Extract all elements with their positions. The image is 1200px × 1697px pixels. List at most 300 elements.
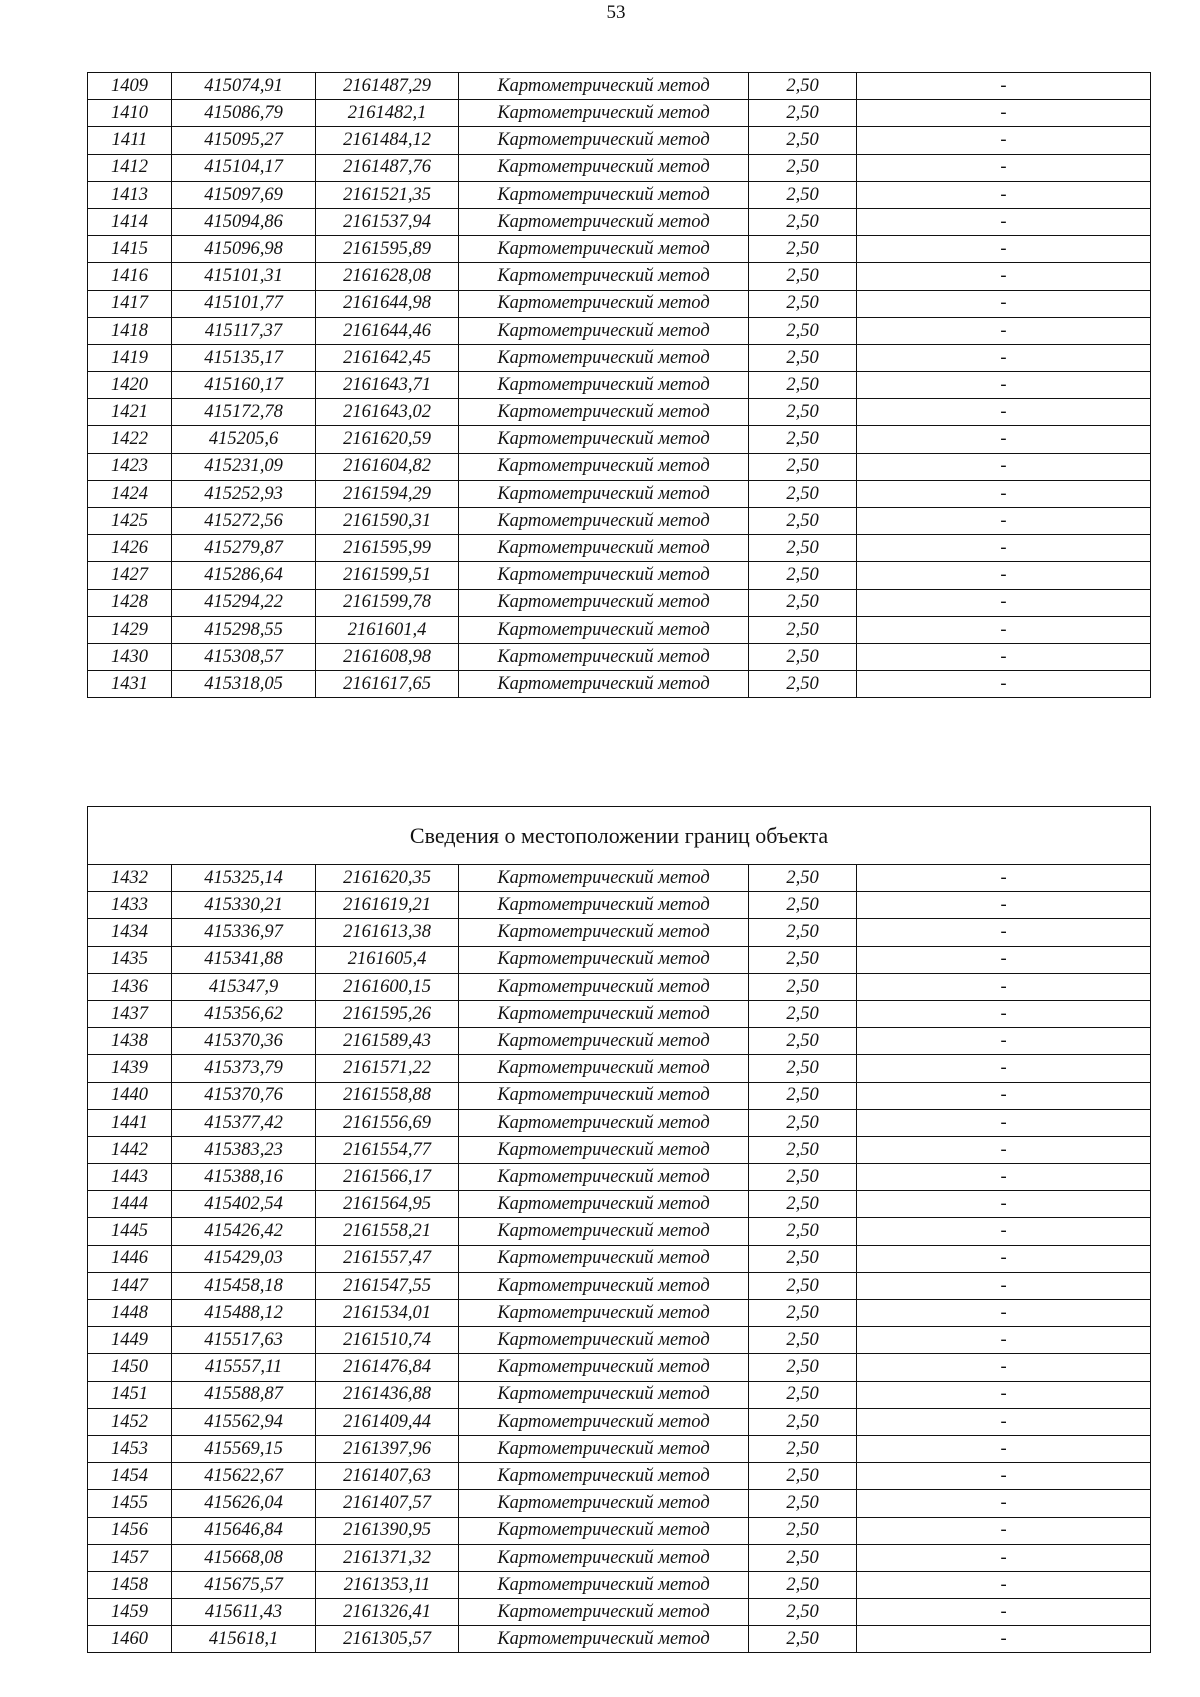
point-number-cell: 1421 [88,399,172,426]
x-coordinate-cell: 415458,18 [172,1272,316,1299]
y-coordinate-cell: 2161605,4 [316,946,459,973]
table-row [88,508,1151,535]
point-number-cell: 1444 [88,1191,172,1218]
point-number-cell: 1416 [88,263,172,290]
y-coordinate-cell: 2161599,78 [316,589,459,616]
y-coordinate-cell: 2161407,63 [316,1463,459,1490]
point-number-cell: 1417 [88,290,172,317]
table-row [88,344,1151,371]
method-cell: Картометрический метод [459,1354,749,1381]
point-number-cell: 1415 [88,236,172,263]
description-cell: - [857,1435,1151,1462]
table-row [88,290,1151,317]
method-cell: Картометрический метод [459,263,749,290]
accuracy-cell: 2,50 [749,1544,857,1571]
point-number-cell: 1460 [88,1626,172,1653]
description-cell: - [857,919,1151,946]
description-cell: - [857,453,1151,480]
method-cell: Картометрический метод [459,127,749,154]
table-caption-row [88,807,1151,865]
accuracy-cell: 2,50 [749,480,857,507]
table-row [88,236,1151,263]
table-row [88,263,1151,290]
accuracy-cell: 2,50 [749,1327,857,1354]
point-number-cell: 1441 [88,1109,172,1136]
accuracy-cell: 2,50 [749,973,857,1000]
y-coordinate-cell: 2161620,59 [316,426,459,453]
accuracy-cell: 2,50 [749,1571,857,1598]
y-coordinate-cell: 2161644,46 [316,317,459,344]
x-coordinate-cell: 415370,36 [172,1028,316,1055]
method-cell: Картометрический метод [459,535,749,562]
x-coordinate-cell: 415626,04 [172,1490,316,1517]
table-row [88,1327,1151,1354]
table-row [88,1381,1151,1408]
table-row [88,1000,1151,1027]
description-cell: - [857,344,1151,371]
y-coordinate-cell: 2161595,89 [316,236,459,263]
point-number-cell: 1418 [88,317,172,344]
table-row [88,317,1151,344]
point-number-cell: 1440 [88,1082,172,1109]
method-cell: Картометрический метод [459,1028,749,1055]
method-cell: Картометрический метод [459,892,749,919]
y-coordinate-cell: 2161644,98 [316,290,459,317]
point-number-cell: 1443 [88,1164,172,1191]
table-row [88,73,1151,100]
x-coordinate-cell: 415094,86 [172,208,316,235]
y-coordinate-cell: 2161628,08 [316,263,459,290]
description-cell: - [857,263,1151,290]
x-coordinate-cell: 415104,17 [172,154,316,181]
accuracy-cell: 2,50 [749,946,857,973]
point-number-cell: 1456 [88,1517,172,1544]
table-row [88,154,1151,181]
description-cell: - [857,1109,1151,1136]
description-cell: - [857,1191,1151,1218]
x-coordinate-cell: 415101,31 [172,263,316,290]
point-number-cell: 1413 [88,181,172,208]
x-coordinate-cell: 415172,78 [172,399,316,426]
description-cell: - [857,73,1151,100]
y-coordinate-cell: 2161409,44 [316,1408,459,1435]
method-cell: Картометрический метод [459,317,749,344]
method-cell: Картометрический метод [459,399,749,426]
table-row [88,1109,1151,1136]
y-coordinate-cell: 2161487,29 [316,73,459,100]
point-number-cell: 1445 [88,1218,172,1245]
description-cell: - [857,865,1151,892]
point-number-cell: 1425 [88,508,172,535]
description-cell: - [857,1463,1151,1490]
method-cell: Картометрический метод [459,616,749,643]
accuracy-cell: 2,50 [749,1490,857,1517]
method-cell: Картометрический метод [459,973,749,1000]
accuracy-cell: 2,50 [749,1218,857,1245]
table-row [88,100,1151,127]
x-coordinate-cell: 415074,91 [172,73,316,100]
accuracy-cell: 2,50 [749,1245,857,1272]
y-coordinate-cell: 2161642,45 [316,344,459,371]
table-row [88,1571,1151,1598]
accuracy-cell: 2,50 [749,508,857,535]
point-number-cell: 1454 [88,1463,172,1490]
method-cell: Картометрический метод [459,919,749,946]
description-cell: - [857,1571,1151,1598]
description-cell: - [857,1028,1151,1055]
point-number-cell: 1410 [88,100,172,127]
y-coordinate-cell: 2161571,22 [316,1055,459,1082]
accuracy-cell: 2,50 [749,1082,857,1109]
point-number-cell: 1448 [88,1300,172,1327]
accuracy-cell: 2,50 [749,1463,857,1490]
accuracy-cell: 2,50 [749,399,857,426]
description-cell: - [857,616,1151,643]
table-row [88,1354,1151,1381]
table-row [88,181,1151,208]
y-coordinate-cell: 2161353,11 [316,1571,459,1598]
accuracy-cell: 2,50 [749,1109,857,1136]
page-number: 53 [606,2,626,23]
y-coordinate-cell: 2161566,17 [316,1164,459,1191]
method-cell: Картометрический метод [459,589,749,616]
table-row [88,127,1151,154]
x-coordinate-cell: 415160,17 [172,372,316,399]
table-row [88,1517,1151,1544]
description-cell: - [857,1136,1151,1163]
description-cell: - [857,1354,1151,1381]
method-cell: Картометрический метод [459,1599,749,1626]
accuracy-cell: 2,50 [749,181,857,208]
method-cell: Картометрический метод [459,344,749,371]
point-number-cell: 1431 [88,671,172,698]
table-row [88,643,1151,670]
point-number-cell: 1447 [88,1272,172,1299]
method-cell: Картометрический метод [459,1300,749,1327]
table-row [88,535,1151,562]
table-row [88,1300,1151,1327]
point-number-cell: 1458 [88,1571,172,1598]
method-cell: Картометрический метод [459,73,749,100]
y-coordinate-cell: 2161534,01 [316,1300,459,1327]
accuracy-cell: 2,50 [749,671,857,698]
table-row [88,562,1151,589]
point-number-cell: 1439 [88,1055,172,1082]
description-cell: - [857,643,1151,670]
point-number-cell: 1419 [88,344,172,371]
description-cell: - [857,236,1151,263]
table-row [88,1191,1151,1218]
x-coordinate-cell: 415086,79 [172,100,316,127]
point-number-cell: 1446 [88,1245,172,1272]
y-coordinate-cell: 2161407,57 [316,1490,459,1517]
method-cell: Картометрический метод [459,1544,749,1571]
table-row [88,208,1151,235]
accuracy-cell: 2,50 [749,1000,857,1027]
accuracy-cell: 2,50 [749,1381,857,1408]
y-coordinate-cell: 2161554,77 [316,1136,459,1163]
table-row [88,1082,1151,1109]
method-cell: Картометрический метод [459,208,749,235]
y-coordinate-cell: 2161556,69 [316,1109,459,1136]
accuracy-cell: 2,50 [749,208,857,235]
accuracy-cell: 2,50 [749,1599,857,1626]
y-coordinate-cell: 2161620,35 [316,865,459,892]
method-cell: Картометрический метод [459,671,749,698]
table-row [88,1028,1151,1055]
description-cell: - [857,1272,1151,1299]
description-cell: - [857,589,1151,616]
point-number-cell: 1409 [88,73,172,100]
point-number-cell: 1429 [88,616,172,643]
x-coordinate-cell: 415341,88 [172,946,316,973]
table-row [88,1599,1151,1626]
accuracy-cell: 2,50 [749,892,857,919]
x-coordinate-cell: 415336,97 [172,919,316,946]
method-cell: Картометрический метод [459,1082,749,1109]
table-row [88,1490,1151,1517]
y-coordinate-cell: 2161643,02 [316,399,459,426]
y-coordinate-cell: 2161619,21 [316,892,459,919]
x-coordinate-cell: 415318,05 [172,671,316,698]
accuracy-cell: 2,50 [749,1300,857,1327]
accuracy-cell: 2,50 [749,1055,857,1082]
y-coordinate-cell: 2161599,51 [316,562,459,589]
x-coordinate-cell: 415286,64 [172,562,316,589]
method-cell: Картометрический метод [459,1136,749,1163]
y-coordinate-cell: 2161397,96 [316,1435,459,1462]
table-2-body [88,865,1151,1653]
accuracy-cell: 2,50 [749,1164,857,1191]
description-cell: - [857,1517,1151,1544]
method-cell: Картометрический метод [459,181,749,208]
description-cell: - [857,1082,1151,1109]
point-number-cell: 1412 [88,154,172,181]
point-number-cell: 1422 [88,426,172,453]
y-coordinate-cell: 2161482,1 [316,100,459,127]
y-coordinate-cell: 2161590,31 [316,508,459,535]
x-coordinate-cell: 415562,94 [172,1408,316,1435]
method-cell: Картометрический метод [459,1191,749,1218]
x-coordinate-cell: 415347,9 [172,973,316,1000]
x-coordinate-cell: 415618,1 [172,1626,316,1653]
x-coordinate-cell: 415294,22 [172,589,316,616]
table-row [88,1435,1151,1462]
table-row [88,1408,1151,1435]
description-cell: - [857,100,1151,127]
accuracy-cell: 2,50 [749,372,857,399]
x-coordinate-cell: 415383,23 [172,1136,316,1163]
accuracy-cell: 2,50 [749,453,857,480]
point-number-cell: 1442 [88,1136,172,1163]
description-cell: - [857,1544,1151,1571]
y-coordinate-cell: 2161595,99 [316,535,459,562]
point-number-cell: 1453 [88,1435,172,1462]
point-number-cell: 1450 [88,1354,172,1381]
table-row [88,1055,1151,1082]
y-coordinate-cell: 2161487,76 [316,154,459,181]
y-coordinate-cell: 2161537,94 [316,208,459,235]
x-coordinate-cell: 415095,27 [172,127,316,154]
point-number-cell: 1457 [88,1544,172,1571]
method-cell: Картометрический метод [459,1164,749,1191]
x-coordinate-cell: 415646,84 [172,1517,316,1544]
y-coordinate-cell: 2161643,71 [316,372,459,399]
description-cell: - [857,1164,1151,1191]
accuracy-cell: 2,50 [749,154,857,181]
method-cell: Картометрический метод [459,508,749,535]
y-coordinate-cell: 2161558,88 [316,1082,459,1109]
method-cell: Картометрический метод [459,154,749,181]
point-number-cell: 1420 [88,372,172,399]
accuracy-cell: 2,50 [749,865,857,892]
accuracy-cell: 2,50 [749,263,857,290]
method-cell: Картометрический метод [459,236,749,263]
x-coordinate-cell: 415426,42 [172,1218,316,1245]
table-row [88,1544,1151,1571]
accuracy-cell: 2,50 [749,100,857,127]
x-coordinate-cell: 415356,62 [172,1000,316,1027]
description-cell: - [857,290,1151,317]
y-coordinate-cell: 2161595,26 [316,1000,459,1027]
x-coordinate-cell: 415330,21 [172,892,316,919]
table-row [88,1626,1151,1653]
x-coordinate-cell: 415588,87 [172,1381,316,1408]
x-coordinate-cell: 415373,79 [172,1055,316,1082]
y-coordinate-cell: 2161601,4 [316,616,459,643]
y-coordinate-cell: 2161390,95 [316,1517,459,1544]
point-number-cell: 1459 [88,1599,172,1626]
table-caption: Сведения о местоположении границ объекта [88,807,1151,865]
table-row [88,480,1151,507]
x-coordinate-cell: 415388,16 [172,1164,316,1191]
accuracy-cell: 2,50 [749,1408,857,1435]
y-coordinate-cell: 2161600,15 [316,973,459,1000]
description-cell: - [857,1599,1151,1626]
x-coordinate-cell: 415675,57 [172,1571,316,1598]
x-coordinate-cell: 415402,54 [172,1191,316,1218]
y-coordinate-cell: 2161557,47 [316,1245,459,1272]
accuracy-cell: 2,50 [749,643,857,670]
description-cell: - [857,1381,1151,1408]
point-number-cell: 1426 [88,535,172,562]
x-coordinate-cell: 415298,55 [172,616,316,643]
coordinates-table-1 [87,72,1151,698]
accuracy-cell: 2,50 [749,1136,857,1163]
y-coordinate-cell: 2161564,95 [316,1191,459,1218]
x-coordinate-cell: 415231,09 [172,453,316,480]
y-coordinate-cell: 2161436,88 [316,1381,459,1408]
description-cell: - [857,1055,1151,1082]
description-cell: - [857,973,1151,1000]
method-cell: Картометрический метод [459,1571,749,1598]
point-number-cell: 1434 [88,919,172,946]
accuracy-cell: 2,50 [749,290,857,317]
point-number-cell: 1414 [88,208,172,235]
accuracy-cell: 2,50 [749,317,857,344]
description-cell: - [857,508,1151,535]
description-cell: - [857,372,1151,399]
description-cell: - [857,1245,1151,1272]
accuracy-cell: 2,50 [749,535,857,562]
method-cell: Картометрический метод [459,290,749,317]
x-coordinate-cell: 415279,87 [172,535,316,562]
table-1-body [88,73,1151,698]
point-number-cell: 1437 [88,1000,172,1027]
table-row [88,1245,1151,1272]
table-row [88,1164,1151,1191]
table-row [88,946,1151,973]
table-row [88,589,1151,616]
y-coordinate-cell: 2161617,65 [316,671,459,698]
x-coordinate-cell: 415252,93 [172,480,316,507]
accuracy-cell: 2,50 [749,1028,857,1055]
point-number-cell: 1428 [88,589,172,616]
point-number-cell: 1435 [88,946,172,973]
table-row [88,1136,1151,1163]
x-coordinate-cell: 415377,42 [172,1109,316,1136]
point-number-cell: 1451 [88,1381,172,1408]
y-coordinate-cell: 2161594,29 [316,480,459,507]
point-number-cell: 1433 [88,892,172,919]
table-row [88,453,1151,480]
x-coordinate-cell: 415611,43 [172,1599,316,1626]
table-row [88,671,1151,698]
point-number-cell: 1411 [88,127,172,154]
x-coordinate-cell: 415325,14 [172,865,316,892]
method-cell: Картометрический метод [459,1490,749,1517]
x-coordinate-cell: 415488,12 [172,1300,316,1327]
x-coordinate-cell: 415097,69 [172,181,316,208]
point-number-cell: 1423 [88,453,172,480]
table-row [88,919,1151,946]
description-cell: - [857,1408,1151,1435]
accuracy-cell: 2,50 [749,1191,857,1218]
table-row [88,1463,1151,1490]
accuracy-cell: 2,50 [749,616,857,643]
x-coordinate-cell: 415429,03 [172,1245,316,1272]
y-coordinate-cell: 2161604,82 [316,453,459,480]
method-cell: Картометрический метод [459,453,749,480]
table-row [88,372,1151,399]
point-number-cell: 1452 [88,1408,172,1435]
accuracy-cell: 2,50 [749,589,857,616]
description-cell: - [857,1218,1151,1245]
x-coordinate-cell: 415557,11 [172,1354,316,1381]
accuracy-cell: 2,50 [749,73,857,100]
point-number-cell: 1424 [88,480,172,507]
method-cell: Картометрический метод [459,1327,749,1354]
y-coordinate-cell: 2161476,84 [316,1354,459,1381]
point-number-cell: 1432 [88,865,172,892]
y-coordinate-cell: 2161371,32 [316,1544,459,1571]
method-cell: Картометрический метод [459,1408,749,1435]
description-cell: - [857,1000,1151,1027]
table-row [88,399,1151,426]
accuracy-cell: 2,50 [749,344,857,371]
y-coordinate-cell: 2161558,21 [316,1218,459,1245]
method-cell: Картометрический метод [459,1000,749,1027]
x-coordinate-cell: 415308,57 [172,643,316,670]
method-cell: Картометрический метод [459,1218,749,1245]
x-coordinate-cell: 415272,56 [172,508,316,535]
point-number-cell: 1436 [88,973,172,1000]
description-cell: - [857,1300,1151,1327]
x-coordinate-cell: 415096,98 [172,236,316,263]
accuracy-cell: 2,50 [749,426,857,453]
x-coordinate-cell: 415668,08 [172,1544,316,1571]
method-cell: Картометрический метод [459,1055,749,1082]
